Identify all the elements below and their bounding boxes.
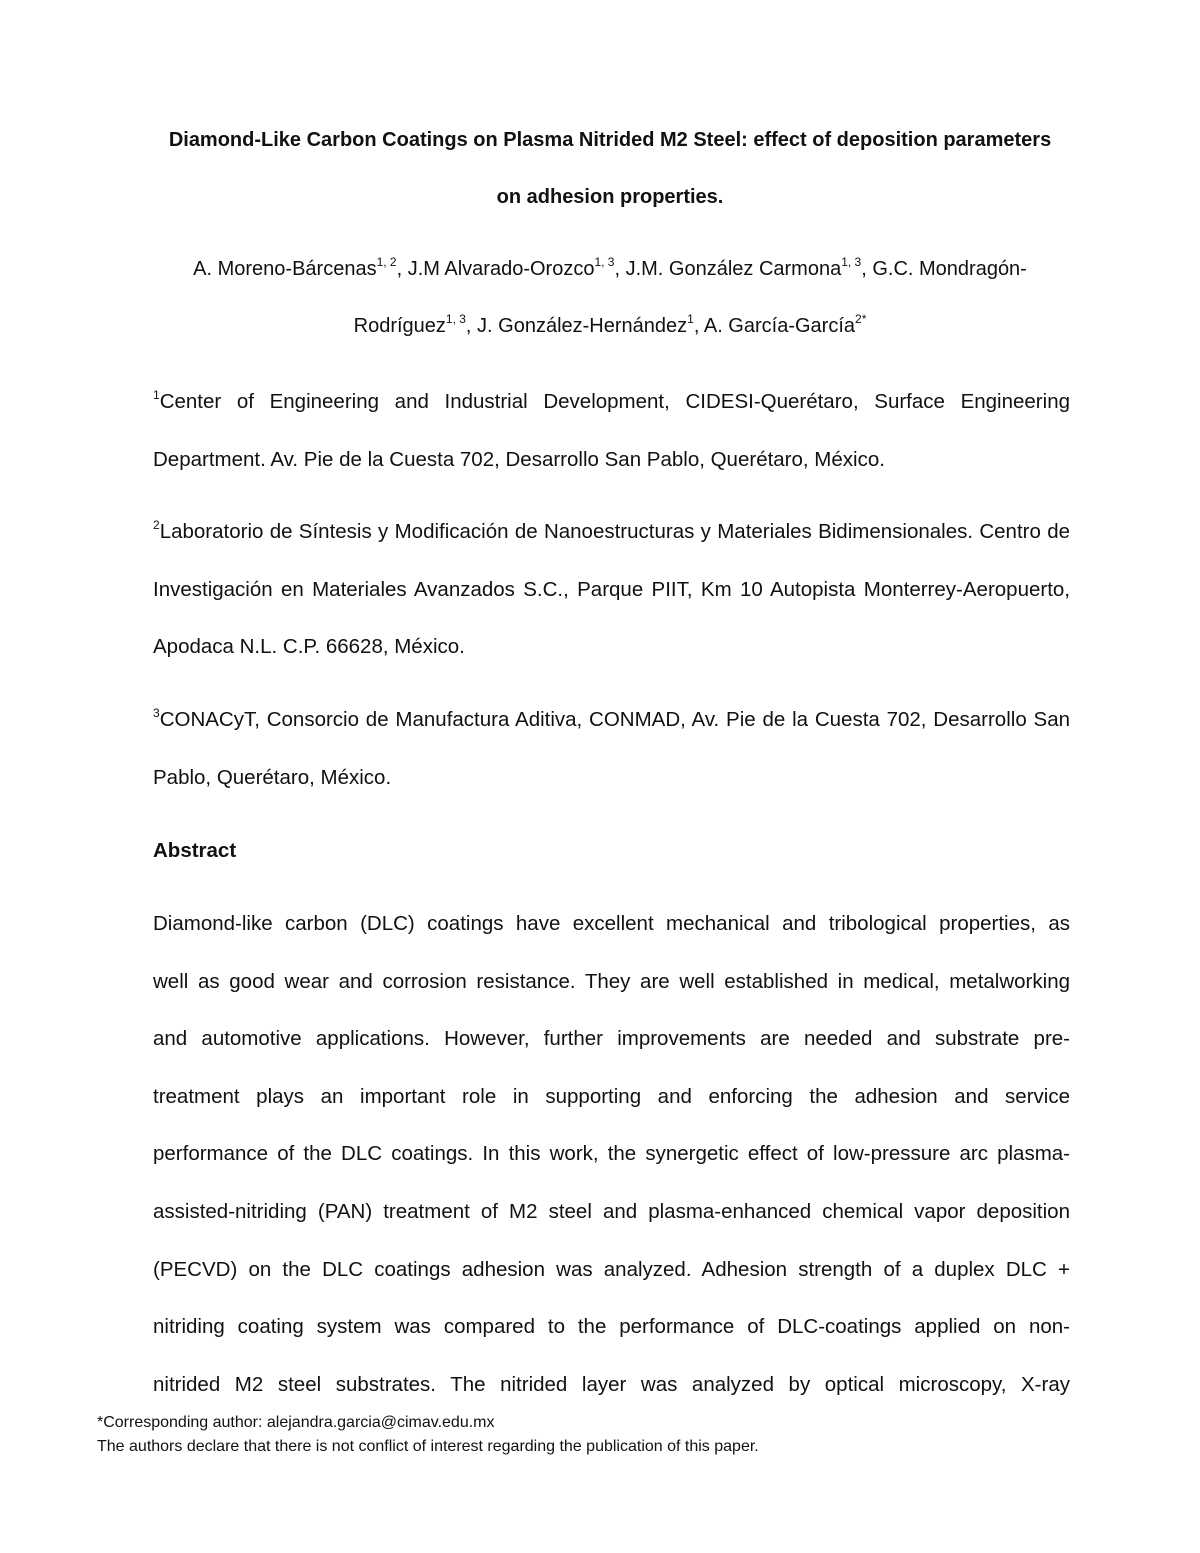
title-line-1: Diamond-Like Carbon Coatings on Plasma Nitrided M2 Steel: effect of deposition parameters [168,129,1052,151]
author-name: , A. García-García [693,315,856,337]
author-affiliation-marker: 2* [855,312,867,326]
author-affiliation-marker: 1, 2 [376,255,397,269]
affiliation-3 [153,691,1070,806]
title-line-2: on adhesion properties. [496,186,724,208]
abstract-line: performance of the DLC coatings. In this work, the synergetic effect of low-pressure arc plasma- [153,1142,1070,1166]
abstract-heading: Abstract [153,839,237,862]
author-list [140,241,1080,355]
affiliation-2 [153,503,1070,676]
abstract-line: (PECVD) on the DLC coatings adhesion was analyzed. Adhesion strength of a duplex DLC + [153,1257,1070,1281]
corresponding-author-note: *Corresponding author: alejandra.garcia@cimav.edu.mx [97,1414,495,1431]
affiliation-1 [153,373,1070,488]
affiliation-number: 2 [153,518,160,532]
affiliation-text: Center of Engineering and Industrial Development, CIDESI-Querétaro, Surface Engineering Department. Av. Pie de la Cuesta 702, Desarrollo San Pablo, Querétaro, México. [153,390,1070,471]
abstract-line: Diamond-like carbon (DLC) coatings have excellent mechanical and tribological properties, as [153,912,1070,935]
abstract-line: treatment plays an important role in supporting and enforcing the adhesion and service [153,1084,1070,1108]
abstract-line: nitrided M2 steel substrates. The nitrided layer was analyzed by optical microscopy, X-ray [153,1372,1070,1396]
author-affiliation-marker: 1, 3 [594,255,615,269]
conflict-of-interest-note: The authors declare that there is not conflict of interest regarding the publication of this paper. [97,1438,759,1455]
abstract-line: nitriding coating system was compared to the performance of DLC-coatings applied on non- [153,1315,1070,1339]
affiliation-text: Laboratorio de Síntesis y Modificación de Nanoestructuras y Materiales Bidimensionales. Centro de Investigación en Materiales Avanzados S.C., Parque PIIT, Km 10 Autopista Monterrey-Aeropuerto, Apodaca N.L. C.P. 66628, México. [153,520,1070,658]
affiliation-text: CONACyT, Consorcio de Manufactura Aditiva, CONMAD, Av. Pie de la Cuesta 702, Desarrollo San Pablo, Querétaro, México. [153,708,1070,789]
paper-title [140,112,1080,226]
abstract-line: and automotive applications. However, further improvements are needed and substrate pre- [153,1027,1070,1051]
author-name: , J.M Alvarado-Orozco [396,258,595,280]
author-affiliation-marker: 1 [687,312,694,326]
footnotes [97,1411,759,1459]
abstract-line: well as good wear and corrosion resistance. They are well established in medical, metalworking [153,969,1070,993]
author-name: , G.C. Mondragón- [861,258,1027,280]
author-name: A. Moreno-Bárcenas [193,258,377,280]
author-name: , J. González-Hernández [465,315,688,337]
abstract-line: assisted-nitriding (PAN) treatment of M2 steel and plasma-enhanced chemical vapor deposition [153,1199,1070,1223]
author-name: , J.M. González Carmona [614,258,842,280]
author-affiliation-marker: 1, 3 [841,255,862,269]
author-name: Rodríguez [353,315,446,337]
affiliation-number: 3 [153,706,160,720]
abstract-body [153,895,1070,1413]
affiliation-number: 1 [153,388,160,402]
author-affiliation-marker: 1, 3 [445,312,466,326]
